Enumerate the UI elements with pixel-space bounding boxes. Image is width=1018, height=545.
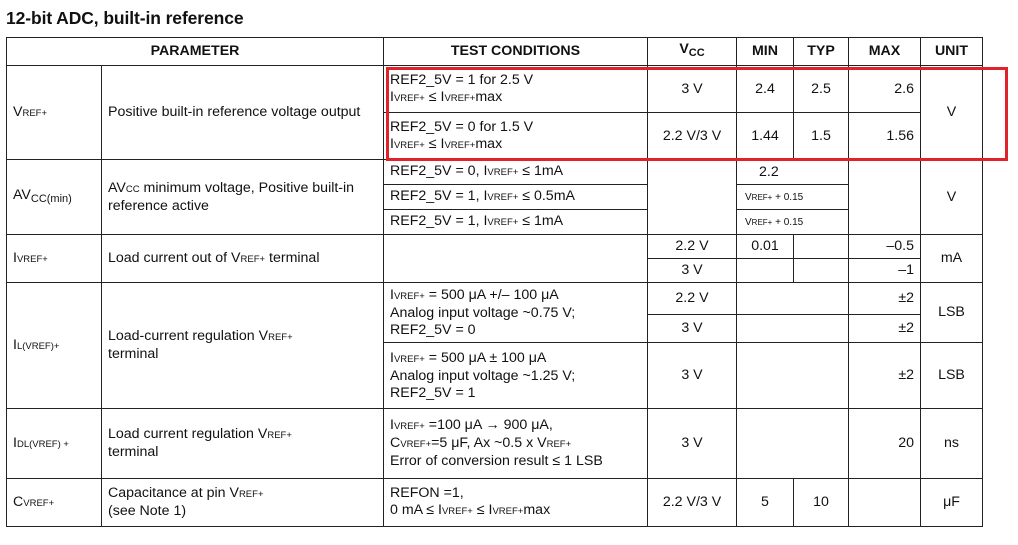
vcc-avcc [648, 160, 737, 235]
minmax-ilvref-3 [737, 343, 849, 409]
vcc-ivref-1: 2.2 V [648, 235, 737, 259]
header-parameter: PARAMETER [7, 38, 384, 66]
max-vref-1: 2.6 [849, 66, 921, 113]
vcc-cvref: 2.2 V/3 V [648, 479, 737, 527]
typ-vref-2: 1.5 [794, 113, 849, 160]
header-test-conditions: TEST CONDITIONS [384, 38, 648, 66]
table-row [7, 479, 983, 527]
unit-ilvref-1: LSB [921, 283, 983, 343]
min-avcc-3: VREF+ + 0.15 [737, 210, 849, 235]
min-avcc-1: 2.2 [737, 160, 849, 185]
table-row [7, 283, 983, 315]
vcc-ivref-2: 3 V [648, 259, 737, 283]
cond-ilvref-1: IVREF+ = 500 μA +/– 100 μA Analog input voltage ~0.75 V; REF2_5V = 0 [384, 283, 648, 343]
desc-cvref: Capacitance at pin VREF+ (see Note 1) [102, 479, 384, 527]
vcc-ilvref-2: 3 V [648, 315, 737, 343]
max-ilvref-3: ±2 [849, 343, 921, 409]
symbol-ivref: IVREF+ [7, 235, 102, 283]
symbol-avcc: $AV_{CC(min)}$ [7, 160, 102, 235]
min-avcc-2: VREF+ + 0.15 [737, 185, 849, 210]
unit-idl: ns [921, 409, 983, 479]
symbol-cvref: CVREF+ [7, 479, 102, 527]
table-row [7, 409, 983, 479]
symbol-vref: VREF+ [7, 66, 102, 160]
max-cvref [849, 479, 921, 527]
max-idl: 20 [849, 409, 921, 479]
minmax-ilvref-1 [737, 283, 849, 315]
max-vref-2: 1.56 [849, 113, 921, 160]
min-ivref-2 [737, 259, 794, 283]
cond-vref-1: REF2_5V = 1 for 2.5 V IVREF+ ≤ IVREF+max [384, 66, 648, 113]
minmax-ilvref-2 [737, 315, 849, 343]
vcc-ilvref-1: 2.2 V [648, 283, 737, 315]
desc-ilvref: Load-current regulation VREF+ terminal [102, 283, 384, 409]
max-ilvref-1: ±2 [849, 283, 921, 315]
header-row [7, 38, 983, 66]
unit-avcc: V [921, 160, 983, 235]
desc-avcc: AVCC minimum voltage, Positive built-in reference active [102, 160, 384, 235]
table-row [7, 160, 983, 185]
vcc-vref-2: 2.2 V/3 V [648, 113, 737, 160]
cond-avcc-1: REF2_5V = 0, IVREF+ ≤ 1mA [384, 160, 648, 185]
header-unit: UNIT [921, 38, 983, 66]
cond-ivref [384, 235, 648, 283]
unit-cvref: μF [921, 479, 983, 527]
cond-ilvref-2: IVREF+ = 500 μA ± 100 μA Analog input voltage ~1.25 V; REF2_5V = 1 [384, 343, 648, 409]
max-avcc [849, 160, 921, 235]
desc-idl: Load current regulation VREF+ terminal [102, 409, 384, 479]
desc-ivref: Load current out of VREF+ terminal [102, 235, 384, 283]
vcc-idl: 3 V [648, 409, 737, 479]
cond-idl: IVREF+ =100 μA → 900 μA, CVREF+=5 μF, Ax ~0.5 x VREF+ Error of conversion result ≤ 1 LSB [384, 409, 648, 479]
max-ilvref-2: ±2 [849, 315, 921, 343]
max-ivref-1: –0.5 [849, 235, 921, 259]
symbol-ilvref: IL(VREF)+ [7, 283, 102, 409]
unit-ilvref-2: LSB [921, 343, 983, 409]
typ-cvref: 10 [794, 479, 849, 527]
min-ivref-1: 0.01 [737, 235, 794, 259]
header-typ: TYP [794, 38, 849, 66]
symbol-idl: IDL(VREF) + [7, 409, 102, 479]
spec-table [6, 37, 983, 527]
typ-ivref-1 [794, 235, 849, 259]
typ-vref-1: 2.5 [794, 66, 849, 113]
table-row [7, 66, 983, 113]
min-cvref: 5 [737, 479, 794, 527]
unit-vref: V [921, 66, 983, 160]
section-title: 12-bit ADC, built-in reference [6, 8, 244, 28]
vcc-vref-1: 3 V [648, 66, 737, 113]
minmax-idl [737, 409, 849, 479]
min-vref-1: 2.4 [737, 66, 794, 113]
cond-cvref: REFON =1, 0 mA ≤ IVREF+ ≤ IVREF+max [384, 479, 648, 527]
min-vref-2: 1.44 [737, 113, 794, 160]
cond-avcc-2: REF2_5V = 1, IVREF+ ≤ 0.5mA [384, 185, 648, 210]
header-max: MAX [849, 38, 921, 66]
vcc-ilvref-3: 3 V [648, 343, 737, 409]
cond-avcc-3: REF2_5V = 1, IVREF+ ≤ 1mA [384, 210, 648, 235]
desc-vref: Positive built-in reference voltage output [102, 66, 384, 160]
table-row [7, 235, 983, 259]
unit-ivref: mA [921, 235, 983, 283]
typ-ivref-2 [794, 259, 849, 283]
cond-vref-2: REF2_5V = 0 for 1.5 V IVREF+ ≤ IVREF+max [384, 113, 648, 160]
header-min: MIN [737, 38, 794, 66]
max-ivref-2: –1 [849, 259, 921, 283]
header-vcc: $V_{CC}$ [648, 38, 737, 66]
